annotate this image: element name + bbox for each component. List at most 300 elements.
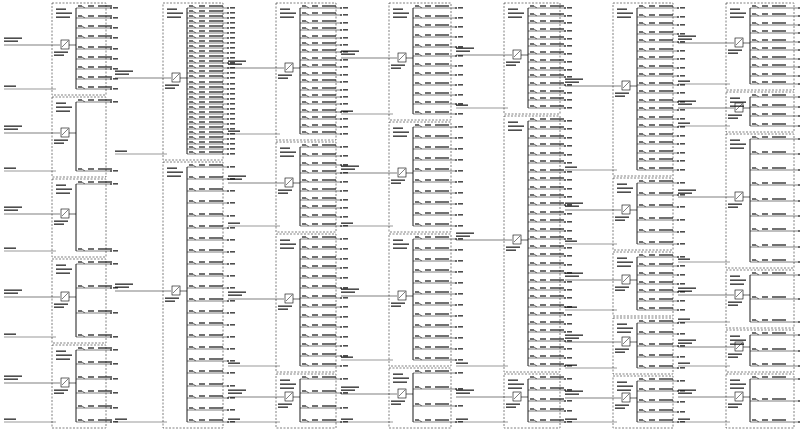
feeder-terminal-dot [340,190,342,192]
breaker-type-label [762,228,768,230]
cable-spec-label [209,96,223,98]
cable-spec-label [98,35,112,37]
circuit-id-label [415,190,419,192]
breaker-type-label [312,131,318,133]
load-label [567,230,572,232]
breaker-type-label [540,135,546,137]
panel-header-label [167,175,181,177]
cable-spec-label [772,272,786,274]
load-label [230,57,235,59]
cable-spec-label [322,72,336,74]
feeder-terminal-dot [677,126,679,128]
incoming-cable-label [341,291,355,293]
circuit-id-label [415,357,419,359]
feeder-terminal-dot [564,38,566,40]
cable-spec-label [659,39,673,41]
feeder-terminal-dot [564,400,566,402]
feeder-circuit [413,280,463,284]
breaker-type-label [425,72,431,74]
load-label [458,126,463,128]
panel-header-label [393,239,403,241]
breaker-type-label [762,81,768,83]
feeder-terminal-dot [677,58,679,60]
feeder-circuit [187,70,235,74]
cable-spec-label [322,101,336,103]
feeder-terminal-dot [455,74,457,76]
breaker-type-label [199,30,205,32]
feeder-terminal-dot [340,133,342,135]
feeder-terminal-dot [227,52,229,54]
feeder-terminal-dot [564,331,566,333]
breaker-type-label [762,244,768,246]
breaker-type-label [312,197,318,199]
cable-spec-label [322,153,336,155]
circuit-id-label [530,169,534,171]
circuit-id-label [302,419,306,421]
load-label [230,251,235,253]
feeder-circuit [413,201,463,205]
cable-spec-label [209,50,223,52]
breaker-type-label [649,343,655,345]
circuit-id-label [78,248,82,250]
cable-spec-label [322,57,336,59]
feeder-terminal-dot [340,258,342,260]
breaker-type-label [540,13,546,15]
feeder-terminal-dot [564,7,566,9]
circuit-id-label [302,197,306,199]
cable-spec-label [209,116,223,118]
breaker-type-label [540,160,546,162]
breaker-type-label [649,331,655,333]
circuit-id-label [530,5,534,7]
circuit-id-label [752,296,756,298]
breaker-rating-label [391,179,405,181]
distribution-panel-p3-1 [228,3,348,140]
cable-spec-label [209,91,223,93]
circuit-id-label [302,363,306,365]
feeder-circuit [76,261,118,265]
cable-spec-label [209,146,223,148]
breaker-type-label [540,312,546,314]
feeder-circuit [413,63,463,67]
breaker-type-label [425,419,431,421]
feeder-terminal-dot [110,27,112,29]
cable-spec-label [209,261,223,263]
cable-spec-label [322,223,336,225]
breaker-type-label [649,229,655,231]
feeder-circuit [187,370,235,374]
feeder-circuit [300,256,348,260]
circuit-id-label [752,182,756,184]
load-label [458,7,463,9]
feeder-terminal-dot [340,126,342,128]
panel-tag-label [4,333,16,335]
circuit-id-label [415,168,419,170]
incoming-supply [4,375,69,422]
feeder-circuit [300,236,348,240]
cable-spec-label [772,73,786,75]
circuit-id-label [752,363,756,365]
cable-spec-label [435,190,449,192]
breaker-type-label [88,46,94,48]
load-label [458,359,463,361]
breaker-type-label [88,347,94,349]
feeder-circuit [637,281,685,285]
load-label [680,194,685,196]
feeder-terminal-dot [564,213,566,215]
panel-header-label [393,131,409,133]
load-label [230,312,235,314]
cable-spec-label [550,363,564,365]
feeder-circuit [528,228,572,232]
feeder-terminal-dot [227,287,229,289]
circuit-id-label [189,35,193,37]
load-label [230,47,235,49]
incoming-cable-label [678,339,696,341]
cable-spec-label [435,135,449,137]
load-label [458,203,463,205]
panel-header-label [508,387,522,389]
incoming-cable-label [115,286,129,288]
breaker-type-label [762,167,768,169]
panel-header-label [393,135,407,137]
feeder-circuit [637,99,685,103]
breaker-type-label [88,334,94,336]
breaker-type-label [425,44,431,46]
feeder-circuit [528,186,572,190]
load-label [343,365,348,367]
feeder-terminal-dot [227,22,229,24]
feeder-terminal-dot [227,118,229,120]
circuit-id-label [530,408,534,410]
load-label [230,72,235,74]
load-label [680,265,685,267]
feeder-circuit [413,72,463,76]
breaker-type-label [762,56,768,58]
panel-tag-label [115,418,127,420]
breaker-type-label [649,399,655,401]
feeder-circuit [300,116,348,120]
load-label [458,293,463,295]
breaker-type-label [312,324,318,326]
distribution-panel-p3-3 [228,234,348,372]
feeder-circuit [187,346,235,350]
feeder-circuit [413,24,463,28]
circuit-id-label [415,179,419,181]
feeder-circuit [300,170,348,174]
feeder-terminal-dot [677,194,679,196]
incoming-cable-label [678,38,692,40]
circuit-id-label [302,295,306,297]
feeder-circuit [750,376,800,380]
circuit-id-label [302,35,306,37]
circuit-id-label [302,94,306,96]
circuit-id-label [189,75,193,77]
feeder-circuit [750,332,800,336]
breaker-type-label [199,121,205,123]
panel-header-label [617,323,627,325]
panel-header-label [617,8,627,10]
feeder-terminal-dot [340,7,342,9]
load-label [458,304,463,306]
feeder-circuit [413,44,463,48]
feeder-circuit [413,15,463,19]
feeder-circuit [187,40,235,44]
load-label [343,81,348,83]
panel-header-label [730,283,744,285]
feeder-terminal-dot [110,48,112,50]
circuit-id-label [78,35,82,37]
load-label [230,88,235,90]
feeder-circuit [76,405,118,409]
breaker-type-label [649,388,655,390]
breaker-rating-label [615,286,629,288]
feeder-circuit [76,76,118,80]
panel-header-label [617,385,633,387]
breaker-type-label [762,94,768,96]
feeder-terminal-dot [564,323,566,325]
incoming-cable-label [4,209,18,211]
load-label [230,52,235,54]
circuit-id-label [302,5,306,7]
load-label [230,12,235,14]
feeder-circuit [300,109,348,113]
breaker-type-label [312,42,318,44]
panel-header-label [730,97,740,99]
circuit-id-label [189,346,193,348]
feeder-circuit [637,388,685,392]
cable-spec-label [322,390,336,392]
cable-spec-label [435,258,449,260]
cable-spec-label [209,141,223,143]
breaker-type-label [312,256,318,258]
feeder-circuit [300,87,348,91]
circuit-id-label [752,319,756,321]
circuit-id-label [302,87,306,89]
incoming-cable-label [4,40,18,42]
feeder-circuit [750,182,800,186]
feeder-circuit [637,307,685,311]
cable-spec-label [659,22,673,24]
cable-spec-label [322,343,336,345]
panel-tag-label [4,167,16,169]
circuit-id-label [302,109,306,111]
cable-spec-label [550,20,564,22]
feeder-terminal-dot [227,348,229,350]
cable-spec-label [322,109,336,111]
panel-tag-label [115,150,127,152]
cable-spec-label [98,405,112,407]
incoming-supply [456,47,521,108]
feeder-circuit [413,111,463,115]
breaker-rating-label [728,206,738,208]
breaker-type-label [649,124,655,126]
circuit-id-label [78,76,82,78]
breaker-type-label [649,281,655,283]
feeder-circuit [750,136,800,140]
cable-spec-label [550,126,564,128]
circuit-id-label [302,205,306,207]
cable-spec-label [550,245,564,247]
cable-spec-label [209,419,223,421]
breaker-type-label [199,151,205,153]
incoming-supply [228,60,293,134]
breaker-type-label [425,291,431,293]
feeder-terminal-dot [340,238,342,240]
circuit-id-label [415,403,419,405]
breaker-type-label [540,253,546,255]
incoming-supply [4,206,69,251]
breaker-type-label [199,383,205,385]
cable-spec-label [772,419,786,421]
feeder-terminal-dot [564,230,566,232]
feeder-terminal-dot [677,274,679,276]
load-label [343,44,348,46]
load-label [567,99,572,101]
breaker-type-label [425,269,431,271]
load-label [458,271,463,273]
feeder-circuit [637,289,685,293]
load-label [458,74,463,76]
feeder-circuit [750,198,800,202]
feeder-circuit [413,370,463,374]
cable-spec-label [659,229,673,231]
distribution-panel-p5-2 [456,116,572,372]
circuit-id-label [415,280,419,282]
cable-spec-label [98,248,112,250]
distribution-panel-p6-5 [565,376,685,428]
circuit-id-label [639,180,643,182]
panel-tag-label [4,247,16,249]
feeder-circuit [76,390,118,394]
circuit-id-label [530,270,534,272]
circuit-id-label [530,105,534,107]
circuit-id-label [302,285,306,287]
circuit-id-label [530,43,534,45]
breaker-type-label [762,151,768,153]
circuit-id-label [415,419,419,421]
incoming-cable-label [4,292,18,294]
panel-enclosure [52,179,106,257]
feeder-terminal-dot [227,215,229,217]
breaker-type-label [88,86,94,88]
panel-header-label [508,121,518,123]
feeder-circuit [300,124,348,128]
feeder-circuit [413,212,463,216]
feeder-circuit [187,358,235,362]
cable-spec-label [322,295,336,297]
breaker-type-label [762,376,768,378]
circuit-id-label [639,167,643,169]
feeder-terminal-dot [340,14,342,16]
feeder-terminal-dot [227,93,229,95]
breaker-type-label [425,92,431,94]
feeder-circuit [300,376,348,380]
load-label [343,378,348,380]
feeder-circuit [750,259,800,263]
breaker-type-label [540,376,546,378]
load-label [567,348,572,350]
feeder-circuit [750,296,800,300]
incoming-cable-label [228,60,246,62]
breaker-rating-label [54,139,68,141]
breaker-type-label [540,211,546,213]
feeder-terminal-dot [564,99,566,101]
incoming-supply [565,78,630,170]
cable-spec-label [209,131,223,133]
panel-header-label [56,272,70,274]
incoming-cable-label [678,287,696,289]
feeder-terminal-dot [227,312,229,314]
panel-header-label [167,8,177,10]
circuit-id-label [189,298,193,300]
breaker-type-label [199,370,205,372]
incoming-supply [228,175,293,226]
feeder-circuit [750,39,800,43]
feeder-circuit [187,60,235,64]
feeder-terminal-dot [340,37,342,39]
feeder-circuit [300,179,348,183]
circuit-id-label [189,40,193,42]
feeder-terminal-dot [455,137,457,139]
breaker-rating-label [728,52,738,54]
feeder-terminal-dot [340,378,342,380]
feeder-terminal-dot [340,267,342,269]
breaker-type-label [88,168,94,170]
breaker-type-label [649,289,655,291]
incoming-cable-label [565,205,579,207]
breaker-type-label [312,376,318,378]
panel-header-label [56,268,72,270]
circuit-id-label [530,51,534,53]
cable-spec-label [772,319,786,321]
feeder-circuit [413,34,463,38]
load-label [343,89,348,91]
feeder-circuit [637,116,685,120]
feeder-terminal-dot [455,282,457,284]
cable-spec-label [209,111,223,113]
cable-spec-label [659,14,673,16]
feeder-terminal-dot [677,182,679,184]
panel-header-label [167,16,181,18]
feeder-circuit [413,92,463,96]
circuit-id-label [302,236,306,238]
circuit-id-label [189,213,193,215]
load-label [458,260,463,262]
cable-spec-label [550,376,564,378]
feeder-circuit [528,262,572,266]
breaker-rating-label [728,301,742,303]
feeder-terminal-dot [677,231,679,233]
circuit-id-label [78,66,82,68]
feeder-terminal-dot [227,372,229,374]
cable-spec-label [322,5,336,7]
breaker-type-label [199,298,205,300]
load-label [230,77,235,79]
cable-spec-label [659,180,673,182]
distribution-panel-p3-2 [228,142,348,232]
breaker-type-label [540,219,546,221]
cable-spec-label [209,15,223,17]
circuit-id-label [189,81,193,83]
breaker-type-label [425,124,431,126]
panel-header-label [56,358,70,360]
panel-header-label [617,12,633,14]
distribution-panel-p4-3 [341,234,463,366]
load-label [458,17,463,19]
breaker-type-label [312,49,318,51]
load-label [567,378,572,380]
